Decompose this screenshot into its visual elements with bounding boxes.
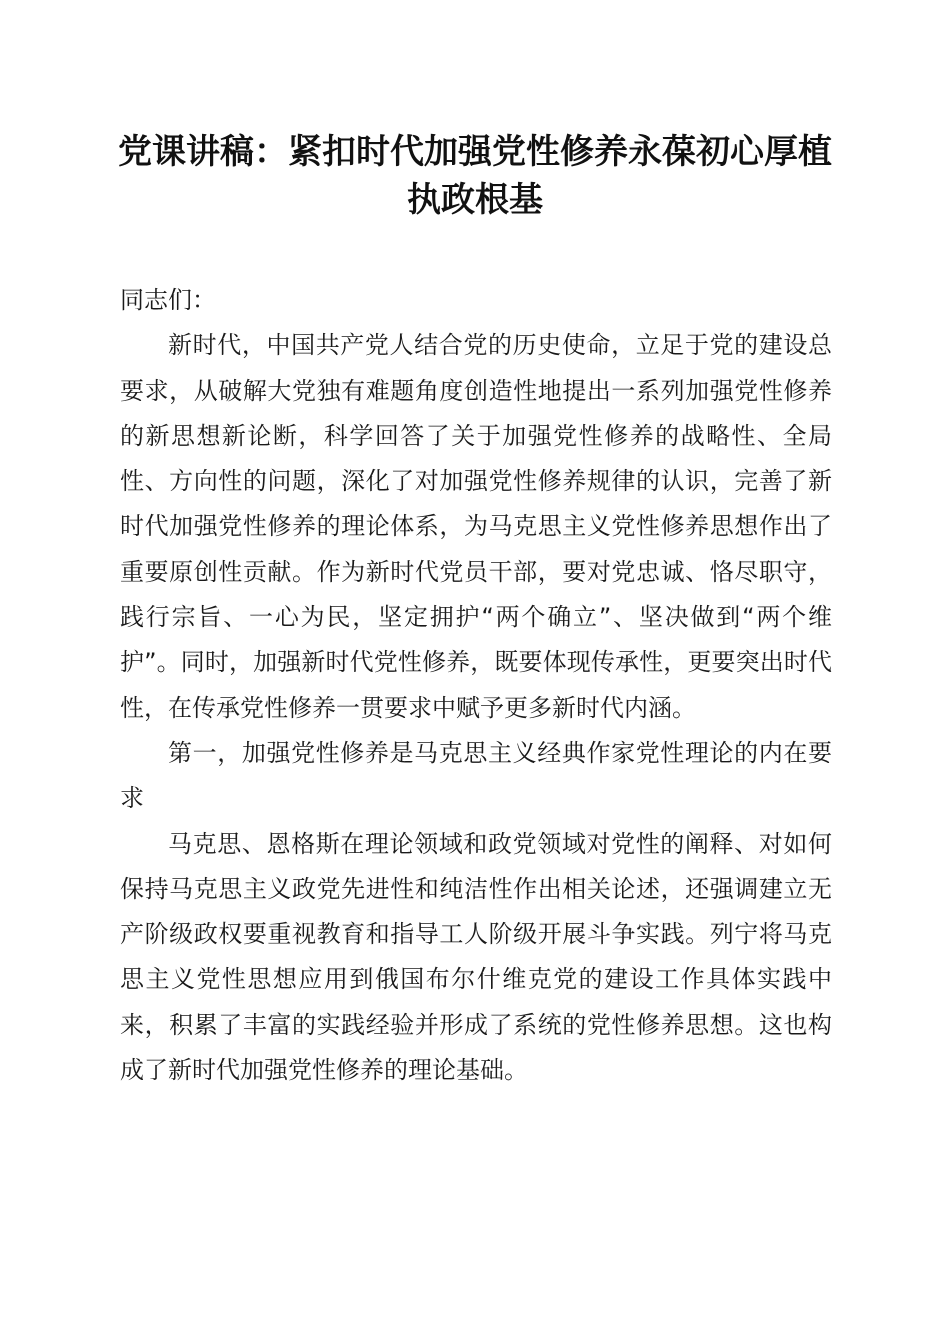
- document-body: [120, 278, 832, 1093]
- section-paragraph: 马克思、恩格斯在理论领域和政党领域对党性的阐释、对如何保持马克思主义政党先进性和纯洁性作出相关论述，还强调建立无产阶级政权要重视教育和指导工人阶级开展斗争实践。列宁将马克思主义党性思想应用到俄国布尔什维克党的建设工作具体实践中来，积累了丰富的实践经验并形成了系统的党性修养思想。这也构成了新时代加强党性修养的理论基础。: [120, 829, 832, 1085]
- salutation: 同志们：: [120, 286, 216, 314]
- section-heading: 第一，加强党性修养是马克思主义经典作家党性理论的内在要求: [120, 738, 832, 813]
- document-title: 党课讲稿：紧扣时代加强党性修养永葆初心厚植执政根基: [118, 132, 832, 220]
- intro-paragraph: 新时代，中国共产党人结合党的历史使命，立足于党的建设总要求，从破解大党独有难题角度创造性地提出一系列加强党性修养的新思想新论断，科学回答了关于加强党性修养的战略性、全局性、方向性的问题，深化了对加强党性修养规律的认识，完善了新时代加强党性修养的理论体系，为马克思主义党性修养思想作出了重要原创性贡献。作为新时代党员干部，要对党忠诚、恪尽职守，践行宗旨、一心为民，坚定拥护“两个确立”、坚决做到“两个维护”。同时，加强新时代党性修养，既要体现传承性，更要突出时代性，在传承党性修养一贯要求中赋予更多新时代内涵。: [120, 331, 832, 722]
